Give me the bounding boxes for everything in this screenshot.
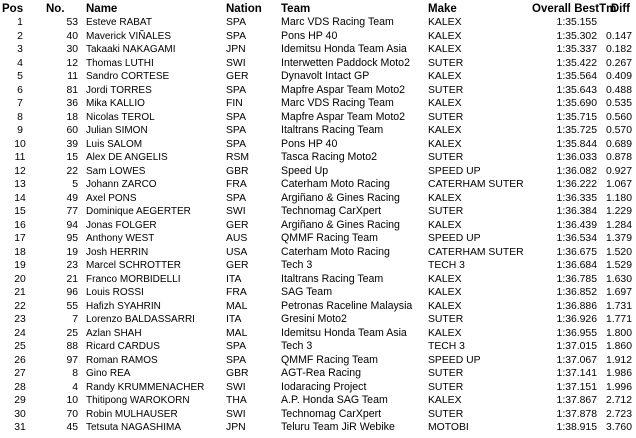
cell-make: SUTER — [428, 111, 464, 123]
cell-number: 95 — [66, 233, 78, 244]
cell-best-time: 1:36.082 — [556, 165, 597, 177]
cell-number: 22 — [66, 165, 78, 177]
cell-diff: 0.535 — [605, 98, 632, 109]
cell-rider-name: Anthony WEST — [86, 233, 155, 244]
cell-team: Argiñano & Gines Racing — [281, 191, 400, 204]
cell-make: KALEX — [428, 98, 462, 109]
cell-number: 5 — [72, 179, 78, 190]
cell-diff: 1.520 — [605, 246, 632, 258]
cell-best-time: 1:36.033 — [556, 152, 597, 163]
cell-team: QMMF Racing Team — [281, 232, 378, 244]
cell-make: SPEED UP — [428, 354, 481, 366]
table-row — [0, 408, 636, 422]
cell-nation: JPN — [226, 422, 246, 433]
table-body — [0, 16, 636, 435]
header-nation: Nation — [226, 3, 262, 15]
table-row — [0, 340, 636, 354]
cell-pos: 4 — [17, 57, 23, 69]
cell-rider-name: Robin MULHAUSER — [86, 408, 178, 420]
cell-best-time: 1:36.955 — [556, 327, 597, 339]
cell-nation: JPN — [226, 44, 246, 55]
cell-nation: THA — [226, 395, 247, 406]
cell-best-time: 1:35.715 — [556, 111, 597, 123]
cell-best-time: 1:37.141 — [556, 368, 597, 379]
cell-diff: 0.689 — [605, 138, 632, 150]
cell-nation: MAL — [226, 327, 248, 339]
cell-diff: 1.284 — [605, 219, 632, 231]
cell-diff: 0.570 — [605, 125, 632, 136]
cell-best-time: 1:36.785 — [556, 273, 597, 285]
cell-diff: 1.912 — [605, 354, 632, 366]
cell-diff: 1.379 — [605, 233, 632, 244]
table-row — [0, 421, 636, 435]
cell-rider-name: Josh HERRIN — [86, 246, 149, 258]
cell-rider-name: Azlan SHAH — [86, 327, 142, 339]
cell-number: 40 — [66, 30, 78, 42]
cell-diff: 0.267 — [605, 57, 632, 69]
cell-pos: 5 — [17, 71, 23, 82]
cell-rider-name: Ricard CARDUS — [86, 341, 160, 352]
cell-rider-name: Marcel SCHROTTER — [86, 260, 182, 271]
header-name: Name — [86, 3, 118, 15]
cell-nation: GER — [226, 71, 249, 82]
cell-diff: 1.229 — [605, 206, 632, 217]
cell-nation: SPA — [226, 341, 247, 352]
cell-make: SUTER — [428, 368, 464, 379]
cell-best-time: 1:35.422 — [556, 57, 597, 69]
cell-rider-name: Randy KRUMMENACHER — [86, 381, 205, 393]
cell-number: 12 — [66, 57, 78, 69]
cell-number: 49 — [66, 192, 78, 204]
cell-nation: SPA — [226, 17, 247, 28]
cell-team: SAG Team — [281, 286, 333, 298]
table-row — [0, 246, 636, 260]
cell-diff: 1.067 — [605, 179, 632, 190]
cell-nation: USA — [226, 246, 248, 258]
cell-make: KALEX — [428, 287, 462, 298]
cell-nation: SPA — [226, 354, 247, 366]
cell-nation: GER — [226, 219, 249, 231]
cell-rider-name: Hafizh SYAHRIN — [86, 300, 161, 312]
cell-number: 77 — [66, 206, 78, 217]
cell-best-time: 1:35.337 — [556, 44, 597, 55]
cell-number: 94 — [66, 219, 78, 231]
cell-make: SUTER — [428, 206, 464, 217]
cell-make: KALEX — [428, 219, 462, 231]
cell-number: 60 — [66, 125, 78, 136]
cell-nation: FRA — [226, 287, 247, 298]
cell-nation: SWI — [226, 206, 246, 217]
cell-diff: 0.927 — [605, 165, 632, 177]
cell-team: Mapfre Aspar Team Moto2 — [281, 83, 406, 96]
cell-make: SUTER — [428, 84, 464, 96]
cell-rider-name: Sam LOWES — [86, 165, 146, 177]
cell-pos: 14 — [14, 192, 26, 204]
cell-best-time: 1:35.690 — [556, 98, 597, 109]
cell-rider-name: Thitipong WAROKORN — [86, 395, 190, 406]
cell-team: Argiñano & Gines Racing — [281, 218, 400, 231]
cell-pos: 9 — [17, 125, 23, 136]
cell-diff: 1.630 — [605, 273, 632, 285]
cell-rider-name: Maverick VIÑALES — [86, 30, 172, 42]
cell-nation: GBR — [226, 368, 249, 379]
cell-diff: 3.760 — [605, 422, 632, 433]
cell-number: 23 — [66, 260, 78, 271]
cell-number: 4 — [72, 381, 78, 393]
cell-rider-name: Julian SIMON — [86, 125, 148, 136]
header-best-time: Overall BestTm — [532, 3, 617, 15]
cell-team: Speed Up — [281, 164, 329, 177]
cell-best-time: 1:36.439 — [556, 219, 597, 231]
cell-best-time: 1:35.643 — [556, 84, 597, 96]
cell-diff: 0.560 — [605, 111, 632, 123]
cell-make: MOTOBI — [428, 422, 469, 433]
cell-pos: 12 — [14, 165, 26, 177]
cell-nation: SWI — [226, 381, 246, 393]
cell-best-time: 1:36.384 — [556, 206, 597, 217]
cell-nation: ITA — [226, 273, 242, 285]
cell-number: 25 — [66, 327, 78, 339]
cell-rider-name: Jonas FOLGER — [86, 219, 157, 231]
cell-make: CATERHAM SUTER — [428, 179, 524, 190]
cell-team: Tech 3 — [281, 259, 313, 271]
cell-nation: RSM — [226, 152, 250, 163]
cell-best-time: 1:37.067 — [556, 354, 597, 366]
table-row — [0, 57, 636, 71]
cell-diff: 1.697 — [605, 287, 632, 298]
cell-make: KALEX — [428, 300, 462, 312]
cell-pos: 8 — [17, 111, 23, 123]
cell-number: 96 — [66, 287, 78, 298]
cell-number: 19 — [66, 246, 78, 258]
header-make: Make — [428, 3, 457, 15]
cell-rider-name: Roman RAMOS — [86, 354, 158, 366]
cell-pos: 22 — [14, 300, 26, 312]
cell-pos: 18 — [14, 246, 26, 258]
cell-best-time: 1:36.222 — [556, 179, 597, 190]
cell-rider-name: Alex DE ANGELIS — [86, 152, 168, 163]
table-row — [0, 16, 636, 30]
cell-nation: SPA — [226, 192, 247, 204]
cell-best-time: 1:36.675 — [556, 246, 597, 258]
cell-team: Petronas Raceline Malaysia — [281, 299, 413, 312]
cell-number: 70 — [66, 408, 78, 420]
table-row — [0, 43, 636, 57]
cell-best-time: 1:37.151 — [556, 381, 597, 393]
cell-diff: 1.731 — [605, 300, 632, 312]
table-row — [0, 313, 636, 327]
cell-diff: 1.529 — [605, 260, 632, 271]
cell-make: KALEX — [428, 327, 462, 339]
table-row — [0, 70, 636, 84]
cell-number: 11 — [67, 71, 78, 82]
cell-rider-name: Mika KALLIO — [86, 98, 145, 109]
cell-make: CATERHAM SUTER — [428, 246, 524, 258]
cell-make: KALEX — [428, 395, 462, 406]
cell-number: 81 — [66, 84, 78, 96]
cell-best-time: 1:36.684 — [556, 260, 597, 271]
table-row — [0, 327, 636, 341]
cell-make: SUTER — [428, 314, 464, 325]
cell-diff: 1.860 — [605, 341, 632, 352]
cell-diff: 0.878 — [605, 152, 632, 163]
cell-best-time: 1:35.155 — [556, 17, 597, 28]
cell-team: Tech 3 — [281, 340, 313, 352]
cell-team: Marc VDS Racing Team — [281, 97, 394, 109]
cell-nation: SPA — [226, 111, 247, 123]
table-row — [0, 178, 636, 192]
cell-rider-name: Axel PONS — [86, 192, 137, 204]
cell-rider-name: Lorenzo BALDASSARRI — [86, 314, 195, 325]
cell-pos: 1 — [17, 17, 23, 28]
cell-rider-name: Jordi TORRES — [86, 84, 152, 96]
table-row — [0, 300, 636, 314]
cell-rider-name: Luis SALOM — [86, 138, 143, 150]
cell-best-time: 1:36.534 — [556, 233, 597, 244]
table-row — [0, 273, 636, 287]
cell-diff: 0.488 — [605, 84, 632, 96]
cell-pos: 13 — [14, 179, 26, 190]
cell-pos: 10 — [14, 138, 26, 150]
cell-pos: 31 — [14, 422, 26, 433]
table-row — [0, 205, 636, 219]
cell-best-time: 1:37.878 — [556, 408, 597, 420]
cell-diff: 1.986 — [605, 368, 632, 379]
table-row — [0, 111, 636, 125]
cell-number: 97 — [66, 354, 78, 366]
cell-team: Tasca Racing Moto2 — [281, 151, 377, 163]
cell-number: 45 — [66, 422, 78, 433]
cell-nation: SPA — [226, 125, 247, 136]
cell-rider-name: Louis ROSSI — [86, 287, 144, 298]
cell-diff: 1.771 — [605, 314, 632, 325]
cell-number: 15 — [66, 152, 78, 163]
cell-nation: SPA — [226, 30, 247, 42]
cell-make: TECH 3 — [428, 341, 465, 352]
table-row — [0, 165, 636, 179]
cell-diff: 2.712 — [605, 395, 632, 406]
table-row — [0, 151, 636, 165]
cell-best-time: 1:36.926 — [556, 314, 597, 325]
cell-make: KALEX — [428, 30, 462, 42]
cell-pos: 29 — [14, 395, 26, 406]
table-row — [0, 84, 636, 98]
cell-pos: 28 — [14, 381, 26, 393]
cell-best-time: 1:35.725 — [556, 125, 597, 136]
cell-pos: 19 — [14, 260, 26, 271]
cell-nation: FIN — [226, 98, 243, 109]
cell-make: SUTER — [428, 152, 464, 163]
cell-pos: 24 — [14, 327, 26, 339]
cell-pos: 26 — [14, 354, 26, 366]
cell-pos: 6 — [17, 84, 23, 96]
cell-team: Italtrans Racing Team — [281, 272, 384, 285]
cell-team: Teluru Team JiR Webike — [281, 421, 395, 433]
cell-best-time: 1:37.867 — [556, 395, 597, 406]
table-row — [0, 138, 636, 152]
cell-make: SUTER — [428, 381, 464, 393]
cell-team: Caterham Moto Racing — [281, 178, 390, 190]
cell-diff: 1.180 — [605, 192, 632, 204]
cell-nation: SPA — [226, 84, 247, 96]
cell-number: 53 — [66, 17, 78, 28]
cell-nation: AUS — [226, 233, 248, 244]
cell-rider-name: Dominique AEGERTER — [86, 206, 191, 217]
cell-team: Technomag CarXpert — [281, 407, 382, 420]
header-pos: Pos — [2, 3, 24, 15]
cell-number: 39 — [66, 138, 78, 150]
cell-pos: 11 — [14, 152, 26, 163]
cell-make: TECH 3 — [428, 260, 465, 271]
cell-team: Gresini Moto2 — [281, 313, 347, 325]
cell-rider-name: Gino REA — [86, 368, 131, 379]
cell-team: Interwetten Paddock Moto2 — [281, 56, 410, 69]
cell-team: Pons HP 40 — [281, 137, 338, 150]
cell-number: 10 — [66, 395, 78, 406]
table-row — [0, 30, 636, 44]
cell-nation: MAL — [226, 300, 248, 312]
cell-team: Iodaracing Project — [281, 380, 367, 393]
cell-rider-name: Thomas LUTHI — [86, 57, 154, 69]
table-row — [0, 232, 636, 246]
cell-pos: 16 — [14, 219, 26, 231]
table-row — [0, 219, 636, 233]
cell-nation: FRA — [226, 179, 247, 190]
cell-pos: 20 — [14, 273, 26, 285]
cell-diff: 1.996 — [605, 381, 632, 393]
cell-rider-name: Esteve RABAT — [86, 17, 152, 28]
cell-make: KALEX — [428, 71, 462, 82]
cell-make: KALEX — [428, 44, 462, 55]
table-row — [0, 381, 636, 395]
cell-best-time: 1:37.015 — [556, 341, 597, 352]
cell-diff: 1.800 — [605, 327, 632, 339]
cell-number: 88 — [66, 341, 78, 352]
cell-team: A.P. Honda SAG Team — [281, 394, 388, 406]
cell-best-time: 1:36.335 — [556, 192, 597, 204]
table-row — [0, 367, 636, 381]
cell-diff: 2.723 — [605, 408, 632, 420]
table-row — [0, 124, 636, 138]
table-row — [0, 394, 636, 408]
cell-diff: 0.409 — [605, 71, 632, 82]
cell-make: SPEED UP — [428, 233, 481, 244]
table-row — [0, 97, 636, 111]
cell-nation: ITA — [226, 314, 242, 325]
cell-rider-name: Tetsuta NAGASHIMA — [86, 422, 182, 433]
table-row — [0, 354, 636, 368]
cell-best-time: 1:38.915 — [556, 422, 597, 433]
cell-rider-name: Nicolas TEROL — [86, 111, 155, 123]
cell-number: 30 — [66, 44, 78, 55]
cell-team: Caterham Moto Racing — [281, 245, 390, 258]
header-diff: Diff — [610, 3, 630, 15]
cell-make: KALEX — [428, 273, 462, 285]
table-header — [0, 2, 636, 16]
cell-best-time: 1:35.564 — [556, 71, 597, 82]
cell-pos: 17 — [14, 233, 26, 244]
cell-nation: GER — [226, 260, 249, 271]
cell-team: Marc VDS Racing Team — [281, 16, 394, 28]
cell-pos: 21 — [14, 287, 26, 298]
cell-nation: SWI — [226, 408, 246, 420]
table-row — [0, 259, 636, 273]
cell-pos: 30 — [14, 408, 26, 420]
cell-make: SUTER — [428, 57, 464, 69]
cell-rider-name: Takaaki NAKAGAMI — [86, 44, 176, 55]
cell-rider-name: Johann ZARCO — [86, 179, 157, 190]
cell-pos: 25 — [14, 341, 26, 352]
cell-rider-name: Franco MORBIDELLI — [86, 273, 181, 285]
cell-number: 7 — [72, 314, 78, 325]
cell-team: QMMF Racing Team — [281, 353, 378, 366]
cell-team: Idemitsu Honda Team Asia — [281, 43, 407, 55]
table-row — [0, 286, 636, 300]
cell-best-time: 1:35.302 — [556, 30, 597, 42]
cell-pos: 15 — [14, 206, 26, 217]
cell-team: Technomag CarXpert — [281, 205, 382, 217]
cell-make: SUTER — [428, 408, 464, 420]
cell-team: Pons HP 40 — [281, 29, 338, 42]
cell-diff: 0.147 — [605, 30, 632, 42]
cell-best-time: 1:35.844 — [556, 138, 597, 150]
table-row — [0, 192, 636, 206]
cell-number: 21 — [66, 273, 78, 285]
cell-nation: SWI — [226, 57, 246, 69]
header-team: Team — [281, 3, 311, 15]
cell-team: Mapfre Aspar Team Moto2 — [281, 110, 406, 123]
cell-number: 55 — [66, 300, 78, 312]
header-no: No. — [46, 3, 65, 15]
cell-make: SPEED UP — [428, 165, 481, 177]
cell-number: 8 — [72, 368, 78, 379]
results-table — [0, 2, 636, 435]
cell-team: Dynavolt Intact GP — [281, 70, 370, 82]
cell-team: Italtrans Racing Team — [281, 124, 384, 136]
cell-team: AGT-Rea Racing — [281, 367, 362, 379]
cell-pos: 2 — [17, 30, 23, 42]
cell-make: KALEX — [428, 138, 462, 150]
cell-best-time: 1:36.852 — [556, 287, 597, 298]
cell-pos: 7 — [17, 98, 23, 109]
cell-pos: 3 — [17, 44, 23, 55]
cell-number: 36 — [66, 98, 78, 109]
cell-nation: SPA — [226, 138, 247, 150]
cell-best-time: 1:36.886 — [556, 300, 597, 312]
cell-pos: 23 — [14, 314, 26, 325]
cell-make: KALEX — [428, 192, 462, 204]
cell-make: KALEX — [428, 17, 462, 28]
cell-make: KALEX — [428, 125, 462, 136]
header-row — [0, 2, 636, 16]
cell-rider-name: Sandro CORTESE — [86, 71, 170, 82]
cell-pos: 27 — [14, 368, 26, 379]
cell-diff: 0.182 — [605, 44, 632, 55]
cell-team: Idemitsu Honda Team Asia — [281, 326, 407, 339]
cell-diff — [597, 16, 636, 30]
cell-nation: GBR — [226, 165, 249, 177]
cell-number: 18 — [66, 111, 78, 123]
